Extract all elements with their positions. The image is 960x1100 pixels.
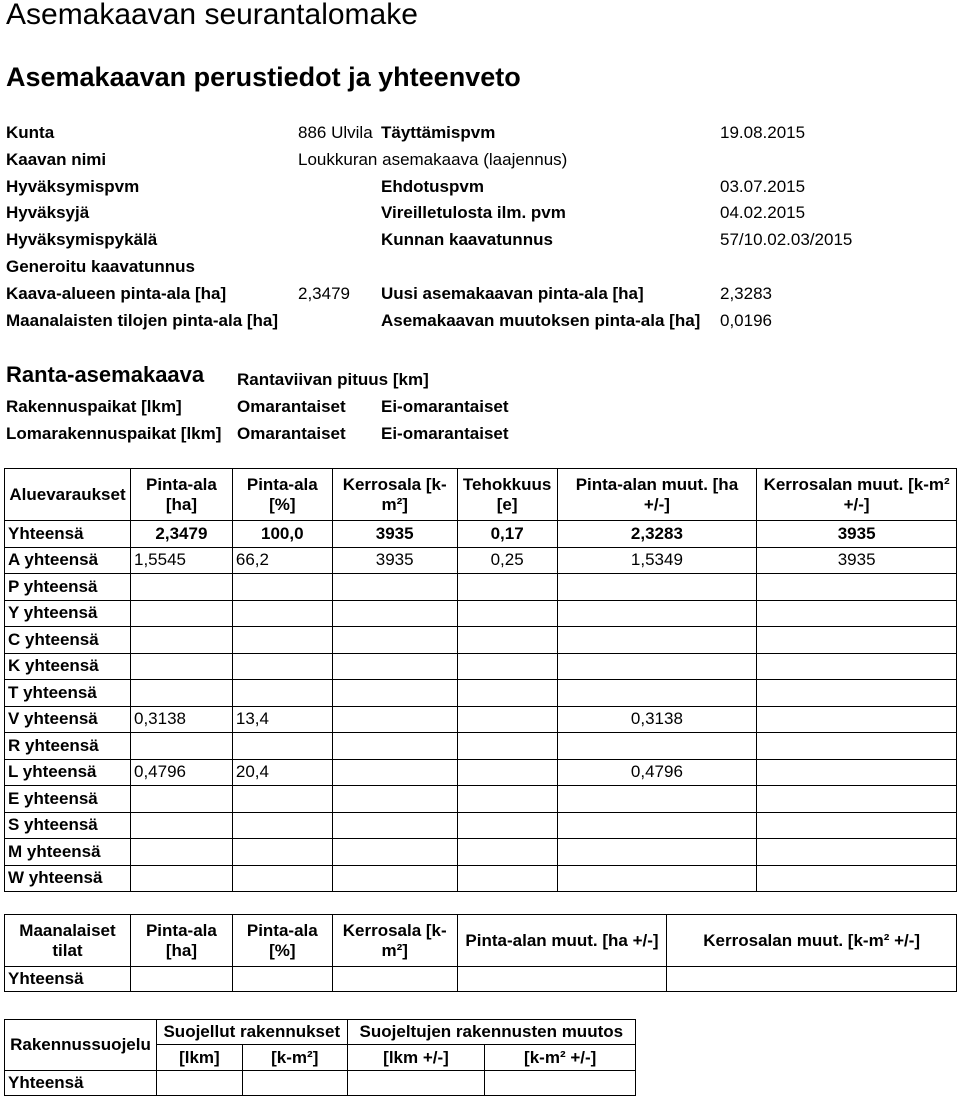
table-cell (232, 653, 332, 680)
table-cell (130, 967, 232, 992)
header-suojeltujen-muutos: Suojeltujen rakennusten muutos (347, 1020, 635, 1045)
table-cell (557, 733, 757, 760)
table-cell (667, 967, 957, 992)
ehdotuspvm-label: Ehdotuspvm (381, 177, 484, 196)
table-cell (457, 865, 557, 892)
kaavan-nimi-label: Kaavan nimi (6, 150, 107, 169)
table-cell (332, 839, 457, 866)
kaavan-nimi-value: Loukkuran asemakaava (laajennus) (298, 150, 568, 169)
header-m-pinta-ala-ha: Pinta-ala [ha] (130, 915, 232, 967)
lomarakennuspaikat-omarantaiset: Omarantaiset (237, 424, 346, 443)
table-cell (130, 627, 232, 654)
ranta-heading: Ranta-asemakaava (6, 362, 205, 387)
table-cell (757, 600, 957, 627)
vireille-label: Vireilletulosta ilm. pvm (381, 203, 566, 222)
row-label: S yhteensä (5, 812, 131, 839)
table-cell (457, 627, 557, 654)
table-cell (332, 627, 457, 654)
row-label: T yhteensä (5, 680, 131, 707)
table-cell (757, 706, 957, 733)
aluevaraukset-table (4, 468, 957, 892)
kaavatunnus-label: Kunnan kaavatunnus (381, 230, 553, 249)
table-cell (332, 574, 457, 601)
table-cell: 3935 (757, 521, 957, 548)
table-row (5, 865, 957, 892)
table-row (5, 706, 957, 733)
kunta-value: 886 Ulvila (298, 123, 373, 142)
maanalaiset-table (4, 914, 957, 992)
row-label: V yhteensä (5, 706, 131, 733)
table-row (5, 733, 957, 760)
header-k-m2-muutos: [k-m² +/-] (485, 1045, 636, 1071)
table-cell (130, 574, 232, 601)
table-row (5, 653, 957, 680)
table-cell: 0,25 (457, 547, 557, 574)
vireille-value: 04.02.2015 (720, 203, 806, 222)
table-cell (232, 627, 332, 654)
table-cell: 13,4 (232, 706, 332, 733)
header-pinta-ala-pct: Pinta-ala [%] (232, 469, 332, 521)
header-m-kerrosala: Kerrosala [k-m²] (332, 915, 457, 967)
header-rakennussuojelu: Rakennussuojelu (5, 1020, 157, 1071)
table-cell (757, 574, 957, 601)
table-cell (757, 627, 957, 654)
table-cell (232, 812, 332, 839)
lomarakennuspaikat-label: Lomarakennuspaikat [lkm] (6, 424, 222, 443)
table-cell (332, 680, 457, 707)
uusi-value: 2,3283 (720, 284, 772, 303)
table-cell (757, 759, 957, 786)
rakennuspaikat-ei-omarantaiset: Ei-omarantaiset (381, 397, 509, 416)
header-aluevaraukset: Aluevaraukset (5, 469, 131, 521)
row-label: Y yhteensä (5, 600, 131, 627)
pykala-label: Hyväksymispykälä (6, 230, 158, 249)
table-cell (232, 733, 332, 760)
table-cell (332, 812, 457, 839)
hyvaksyja-label: Hyväksyjä (6, 203, 90, 222)
table-cell: 20,4 (232, 759, 332, 786)
table-cell: 2,3283 (557, 521, 757, 548)
table-cell (130, 733, 232, 760)
table-cell: 3935 (332, 547, 457, 574)
maanalaiset-yhteensa-label: Yhteensä (5, 967, 131, 992)
table-cell (485, 1071, 636, 1096)
table-cell (557, 865, 757, 892)
table-cell: 3935 (757, 547, 957, 574)
table-cell (457, 759, 557, 786)
table-cell (457, 653, 557, 680)
table-cell: 1,5545 (130, 547, 232, 574)
header-kerrosalan-muut: Kerrosalan muut. [k-m² +/-] (757, 469, 957, 521)
table-cell (557, 680, 757, 707)
table-row (5, 627, 957, 654)
table-row (5, 680, 957, 707)
table-cell: 0,4796 (130, 759, 232, 786)
header-maanalaiset-tilat: Maanalaiset tilat (5, 915, 131, 967)
rakennussuojelu-table (4, 1019, 636, 1096)
table-cell (232, 600, 332, 627)
rakennussuojelu-yhteensa-label: Yhteensä (5, 1071, 157, 1096)
kunta-label: Kunta (6, 123, 55, 142)
row-label: L yhteensä (5, 759, 131, 786)
table-cell: 0,3138 (557, 706, 757, 733)
table-cell: 0,17 (457, 521, 557, 548)
table-cell (332, 759, 457, 786)
table-cell (757, 865, 957, 892)
table-row (5, 600, 957, 627)
table-cell (457, 680, 557, 707)
table-cell (232, 786, 332, 813)
table-cell (457, 733, 557, 760)
section-title: Asemakaavan perustiedot ja yhteenveto (6, 62, 521, 92)
table-cell (232, 680, 332, 707)
table-cell: 2,3479 (130, 521, 232, 548)
header-lkm: [lkm] (156, 1045, 242, 1071)
table-row (5, 547, 957, 574)
table-row (5, 786, 957, 813)
uusi-label: Uusi asemakaavan pinta-ala [ha] (381, 284, 644, 303)
row-label: K yhteensä (5, 653, 131, 680)
table-cell (130, 680, 232, 707)
tayttamispvm-label: Täyttämispvm (381, 123, 496, 142)
muutoksen-value: 0,0196 (720, 311, 772, 330)
row-label: W yhteensä (5, 865, 131, 892)
table-cell (557, 574, 757, 601)
table-cell (457, 574, 557, 601)
header-m-pinta-alan-muut: Pinta-alan muut. [ha +/-] (457, 915, 667, 967)
header-m-kerrosalan-muut: Kerrosalan muut. [k-m² +/-] (667, 915, 957, 967)
rantaviiva-label: Rantaviivan pituus [km] (237, 370, 429, 389)
table-cell (757, 839, 957, 866)
table-cell (332, 706, 457, 733)
table-cell: 0,4796 (557, 759, 757, 786)
table-cell (757, 680, 957, 707)
maanalaisten-label: Maanalaisten tilojen pinta-ala [ha] (6, 311, 279, 330)
table-cell (457, 706, 557, 733)
row-label: R yhteensä (5, 733, 131, 760)
table-cell: 100,0 (232, 521, 332, 548)
generoitu-label: Generoitu kaavatunnus (6, 257, 195, 276)
header-k-m2: [k-m²] (242, 1045, 347, 1071)
row-label: M yhteensä (5, 839, 131, 866)
kaavatunnus-value: 57/10.02.03/2015 (720, 230, 853, 249)
table-cell: 0,3138 (130, 706, 232, 733)
table-cell (232, 574, 332, 601)
header-tehokkuus: Tehokkuus [e] (457, 469, 557, 521)
table-row (5, 521, 957, 548)
table-row (5, 967, 957, 992)
table-cell (130, 786, 232, 813)
header-pinta-ala-ha: Pinta-ala [ha] (130, 469, 232, 521)
table-row (5, 759, 957, 786)
table-cell (332, 967, 457, 992)
table-cell (332, 865, 457, 892)
rakennussuojelu-header-row (5, 1020, 636, 1045)
row-label: A yhteensä (5, 547, 131, 574)
table-cell (457, 967, 667, 992)
table-cell: 3935 (332, 521, 457, 548)
row-label: P yhteensä (5, 574, 131, 601)
row-label: E yhteensä (5, 786, 131, 813)
header-lkm-muutos: [lkm +/-] (347, 1045, 485, 1071)
table-cell (130, 812, 232, 839)
table-cell (557, 839, 757, 866)
aluevaraukset-header-row (5, 469, 957, 521)
table-cell: 1,5349 (557, 547, 757, 574)
table-cell (332, 733, 457, 760)
table-cell (557, 627, 757, 654)
kaava-alue-value: 2,3479 (298, 284, 350, 303)
maanalaiset-header-row (5, 915, 957, 967)
rakennuspaikat-label: Rakennuspaikat [lkm] (6, 397, 182, 416)
ehdotuspvm-value: 03.07.2015 (720, 177, 806, 196)
table-row (5, 1071, 636, 1096)
table-cell (130, 600, 232, 627)
table-row (5, 839, 957, 866)
table-cell (130, 653, 232, 680)
table-cell (557, 600, 757, 627)
table-row (5, 574, 957, 601)
header-kerrosala: Kerrosala [k-m²] (332, 469, 457, 521)
table-cell (332, 653, 457, 680)
table-cell (232, 967, 332, 992)
header-m-pinta-ala-pct: Pinta-ala [%] (232, 915, 332, 967)
table-cell (557, 653, 757, 680)
kaava-alue-label: Kaava-alueen pinta-ala [ha] (6, 284, 227, 303)
table-cell (757, 786, 957, 813)
table-cell (347, 1071, 485, 1096)
row-label: C yhteensä (5, 627, 131, 654)
table-cell (757, 653, 957, 680)
table-cell (332, 786, 457, 813)
table-row (5, 812, 957, 839)
table-cell (332, 600, 457, 627)
table-cell (232, 865, 332, 892)
header-pinta-alan-muut: Pinta-alan muut. [ha +/-] (557, 469, 757, 521)
table-cell (557, 812, 757, 839)
table-cell (457, 812, 557, 839)
rakennuspaikat-omarantaiset: Omarantaiset (237, 397, 346, 416)
table-cell (457, 600, 557, 627)
table-cell (757, 733, 957, 760)
table-cell (156, 1071, 242, 1096)
table-cell (757, 812, 957, 839)
table-cell (457, 786, 557, 813)
table-cell (130, 839, 232, 866)
row-label: Yhteensä (5, 521, 131, 548)
table-cell (130, 865, 232, 892)
table-cell (232, 839, 332, 866)
table-cell (557, 786, 757, 813)
table-cell (457, 839, 557, 866)
muutoksen-label: Asemakaavan muutoksen pinta-ala [ha] (381, 311, 701, 330)
hyvaksymispvm-label: Hyväksymispvm (6, 177, 140, 196)
table-cell (242, 1071, 347, 1096)
lomarakennuspaikat-ei-omarantaiset: Ei-omarantaiset (381, 424, 509, 443)
page-title: Asemakaavan seurantalomake (6, 0, 418, 31)
table-cell: 66,2 (232, 547, 332, 574)
header-suojellut-rakennukset: Suojellut rakennukset (156, 1020, 347, 1045)
tayttamispvm-value: 19.08.2015 (720, 123, 806, 142)
